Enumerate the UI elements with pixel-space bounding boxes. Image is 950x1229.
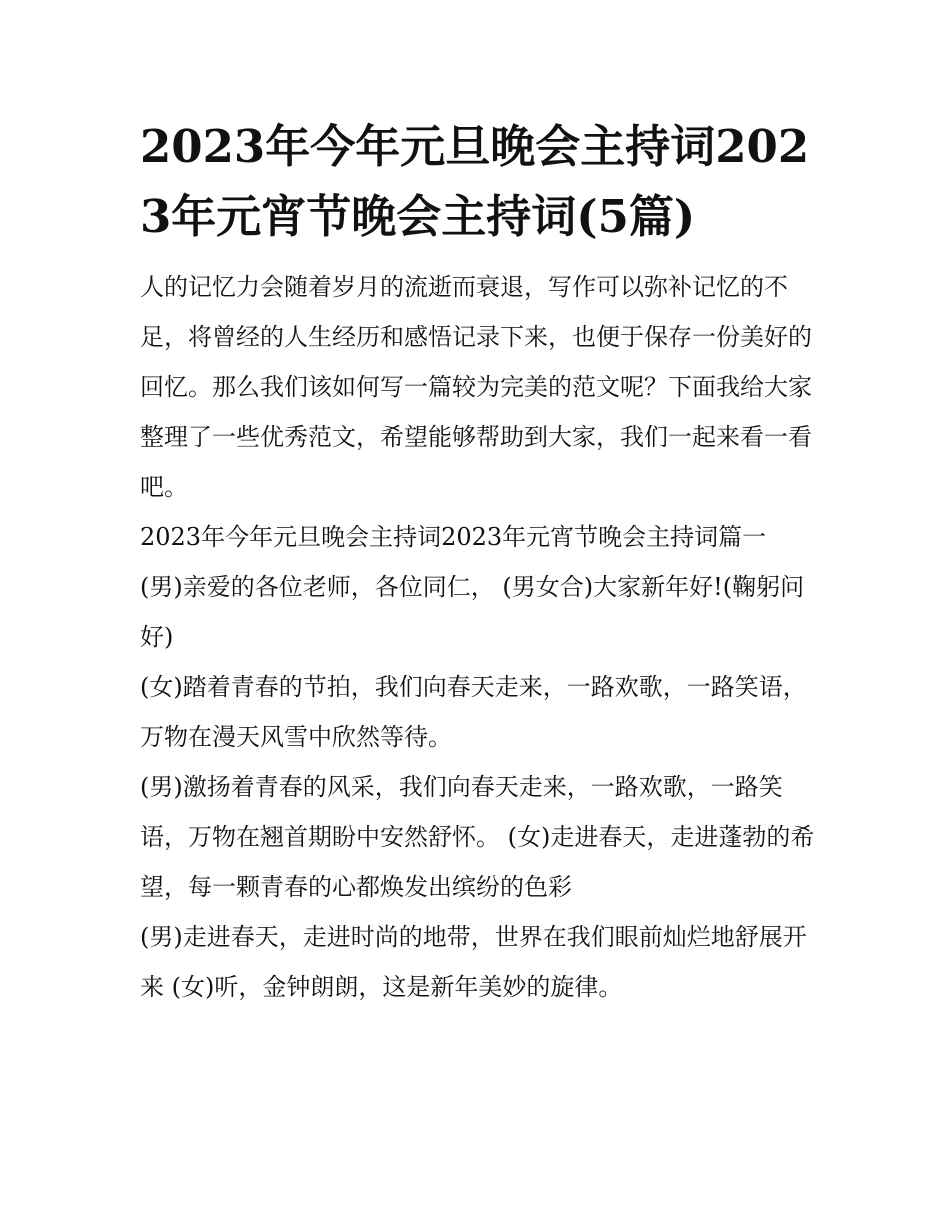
script-line: (男)亲爱的各位老师，各位同仁， (男女合)大家新年好!(鞠躬问好) [140, 573, 805, 651]
document-title: 2023年今年元旦晚会主持词2023年元宵节晚会主持词(5篇) [140, 120, 810, 243]
document-content [140, 112, 820, 1012]
intro-paragraph: 人的记忆力会随着岁月的流逝而衰退，写作可以弥补记忆的不足，将曾经的人生经历和感悟记录下来，也便于保存一份美好的回忆。那么我们该如何写一篇较为完美的范文呢？下面我给大家整理了一些优秀范文，希望能够帮助到大家，我们一起来看一看吧。 [140, 273, 812, 501]
script-line: (男)激扬着青春的风采，我们向春天走来，一路欢歌，一路笑语，万物在翘首期盼中安然舒怀。 (女)走进春天，走进蓬勃的希望，每一颗青春的心都焕发出缤纷的色彩 [140, 773, 815, 901]
script-line: (男)走进春天，走进时尚的地带，世界在我们眼前灿烂地舒展开来 (女)听，金钟朗朗，这是新年美妙的旋律。 [140, 923, 807, 1001]
section-heading: 2023年今年元旦晚会主持词2023年元宵节晚会主持词篇一 [140, 523, 767, 551]
script-line: (女)踏着青春的节拍，我们向春天走来，一路欢歌，一路笑语，万物在漫天风雪中欣然等待。 [140, 673, 807, 751]
